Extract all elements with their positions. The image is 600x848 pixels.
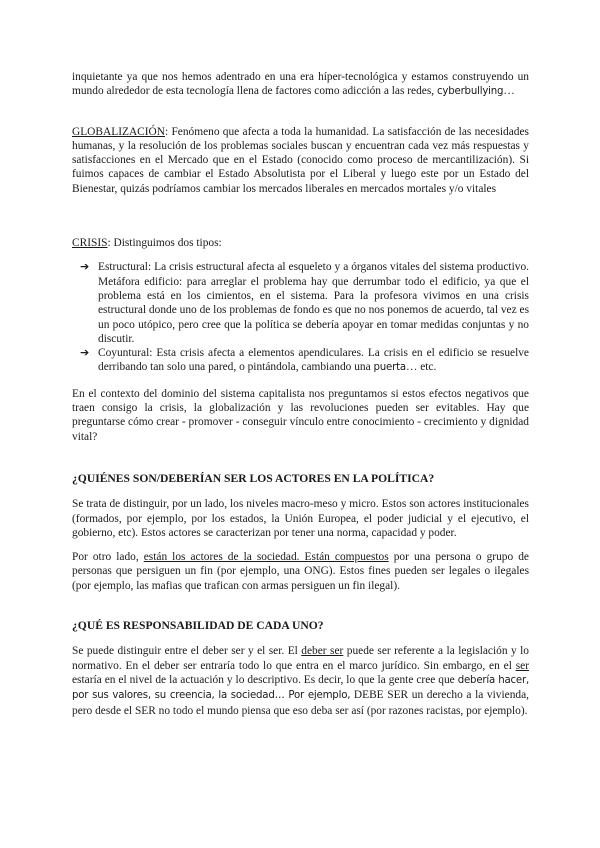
resp-t4: DEBE SER un derecho a la vivienda, pero desde el SER no todo el mundo piensa que eso deba ser así (por razones racistas, por ejemplo). xyxy=(72,689,529,717)
arrow-icon: ➔ xyxy=(80,260,90,274)
list-item-coyuntural xyxy=(72,346,529,376)
actores-p2-underline: están los actores de la sociedad. Están compuestos xyxy=(143,551,389,564)
crisis-intro xyxy=(72,236,529,250)
responsabilidad-heading: ¿QUÉ ES RESPONSABILIDAD DE CADA UNO? xyxy=(72,619,324,633)
actores-paragraph-2 xyxy=(72,550,529,593)
resp-t2: puede ser referente a la legislación y lo normativo. En el deber ser entraría todo lo que entra en el marco jurídico. Sin embargo, en el xyxy=(72,645,529,672)
intro-text: inquietante ya que nos hemos adentrado en una era híper-tecnológica y estamos construyendo un mundo alrededor de esta tecnología llena de factores como adicción a las redes, xyxy=(72,71,529,98)
handwritten-cyberbullying: cyberbullying xyxy=(437,86,504,98)
globalizacion-term: GLOBALIZACIÓN xyxy=(72,125,166,138)
resp-t1: Se puede distinguir entre el deber ser y el ser. El xyxy=(72,645,302,658)
actores-p2-end: por una persona o grupo de personas que persiguen un fin (por ejemplo, una ONG). Estos fines pueden ser legales o ilegales (por ejemplo, las mafias que trafican con armas persiguen un fin ilegal). xyxy=(72,551,529,592)
coyuntural-text: Coyuntural: Esta crisis afecta a elementos apendiculares. La crisis en el edificio se resuelve derribando tan solo una pared, o pintándola, cambiando una xyxy=(98,347,529,374)
crisis-term: CRISIS xyxy=(72,237,108,250)
arrow-icon: ➔ xyxy=(80,346,90,360)
actores-p2-start: Por otro lado, xyxy=(72,551,144,564)
resp-t3: estaría en el nivel de la actuación y lo descriptivo. Es decir, lo que la gente cree que xyxy=(72,673,455,686)
coyuntural-tail: … etc. xyxy=(405,361,437,374)
intro-paragraph xyxy=(72,70,529,100)
handwritten-deberia-hacer: debería hacer, por sus valores, su creencia, la sociedad… Por ejemplo, xyxy=(72,674,530,702)
intro-ellipsis: … xyxy=(503,85,515,98)
estructural-text: Estructural: La crisis estructural afecta al esqueleto y a órganos vitales del sistema productivo. Metáfora edificio: para arreglar el problema hay que derrumbar todo el edificio, ya que el problema está en los cimientos, en el sistema. Para la profesora vivimos en una crisis estructural donde uno de los problemas de fondo es que no nos ponemos de acuerdo, tal vez es un poco utópico, pero cree que la política se debería apoyar en tomar medidas conjuntas y no discutir. xyxy=(98,261,529,345)
crisis-intro-text: : Distinguimos dos tipos: xyxy=(107,237,222,250)
handwritten-puerta: puerta xyxy=(373,362,406,374)
globalizacion-paragraph xyxy=(72,125,529,196)
crisis-closing: En el contexto del dominio del sistema capitalista nos preguntamos si estos efectos negativos que traen consigo la crisis, la globalización y las revoluciones pueden ser evitables. Hay que preguntarse cómo crear - promover - conseguir vínculo entre conocimiento - crecimiento y dignidad vital? xyxy=(72,387,529,443)
list-item-estructural xyxy=(72,260,529,346)
responsabilidad-paragraph xyxy=(72,644,529,717)
resp-deber-ser: deber ser xyxy=(301,645,344,658)
globalizacion-text: : Fenómeno que afecta a toda la humanidad. La satisfacción de las necesidades humanas, y la resolución de los problemas sociales buscan y encuentran cada vez más respuestas y satisfacciones en el Mercado que en el Estado (conocido como proceso de mercantilización). Si fuimos capaces de cambiar el Estado Absolutista por el Liberal y luego este por un Estado del Bienestar, quizás podríamos cambiar los mercados liberales en mercados mortales y/o vitales xyxy=(72,125,529,195)
crisis-list xyxy=(72,260,529,375)
document-body xyxy=(72,70,529,718)
actores-heading: ¿QUIÉNES SON/DEBERÍAN SER LOS ACTORES EN LA POLÍTICA? xyxy=(72,471,435,485)
resp-ser: ser xyxy=(515,659,529,672)
actores-paragraph-1: Se trata de distinguir, por un lado, los niveles macro-meso y micro. Estos son actores institucionales (formados, por ejemplo, por los estados, la Unión Europea, el poder judicial y el ejecutivo, el gobierno, etc). Estos actores se caracterizan por tener una norma, capacidad y poder. xyxy=(72,498,529,539)
